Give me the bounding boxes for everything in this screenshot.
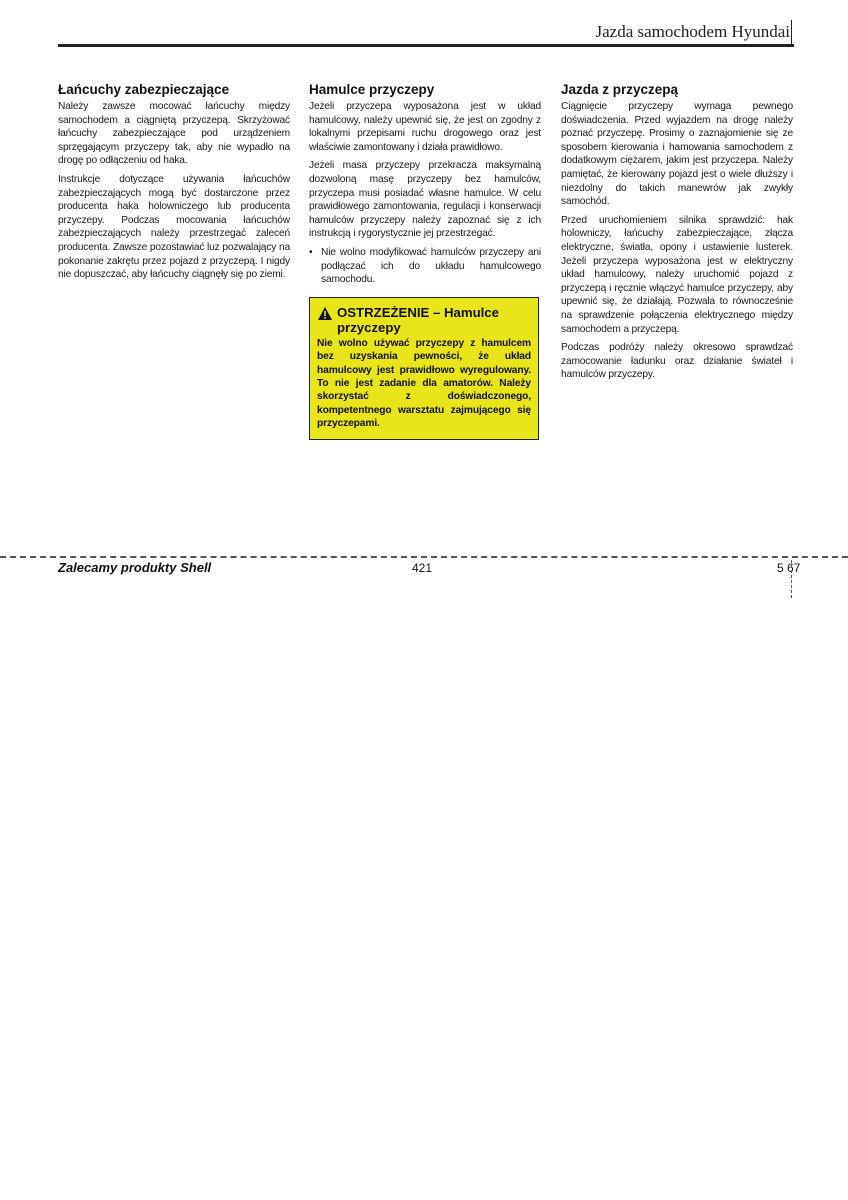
paragraph: Jeżeli masa przyczepy przekracza maksymalną dozwoloną masę przyczepy bez hamulców, przyczepa musi posiadać własne hamulce. W celu prawidłowego zamontowania, regulacji i konserwacji hamulców przyczepy należy zapoznać się z ich instrukcją i rygorystycznie jej przestrzegać. [309, 160, 541, 240]
paragraph: Ciągnięcie przyczepy wymaga pewnego doświadczenia. Przed wyjazdem na drogę należy poznać przyczepę. Prosimy o zaznajomienie się ze sposobem kierowania i hamowania samochodem z dodatkowym ciężarem, jakim jest przyczepa. Należy pamiętać, że kierowany pojazd jest o wiele dłuższy i niezdolny do takich manewrów jak zwykły samochód. [561, 101, 793, 208]
paragraph: Instrukcje dotyczące używania łańcuchów zabezpieczających mogą być dostarczone przez producenta haka holowniczego lub producenta przyczepy. Podczas mocowania łańcuchów zabezpieczających należy przestrzegać zaleceń producenta. Zawsze pozostawiać luz pozwalający na pokonanie zakrętu przez pojazd z przyczepą. I nigdy nie dopuszczać, aby łańcuchy ciągnęły się po ziemi. [58, 173, 290, 281]
paragraph: Przed uruchomieniem silnika sprawdzić: hak holowniczy, łańcuchy zabezpieczające, złącza elektryczne, światła, opony i ustawienie lusterek. Jeżeli przyczepa wyposażona jest w elektryczny układ hamulcowy, należy uruchomić pojazd z przyczepą i ręcznie włączyć hamulce przyczepy, aby upewnić się, że działają. Pozwala to równocześnie na sprawdzenie połączenia elektrycznego między samochodem a przyczepą. [561, 214, 793, 335]
paragraph: Podczas podróży należy okresowo sprawdzać zamocowanie ładunku oraz działanie świateł i hamulców przyczepy. [561, 342, 793, 381]
page-number: 421 [412, 561, 433, 575]
warning-triangle-icon [317, 306, 337, 322]
header-rule [58, 44, 794, 47]
section-heading: Łańcuchy zabezpieczające [58, 82, 230, 97]
header-divider [791, 20, 792, 46]
warning-title: OSTRZEŻENIE – Hamulce przyczepy [337, 304, 499, 335]
paragraph: Należy zawsze mocować łańcuchy między samochodem a ciągniętą przyczepą. Skrzyżować łańcuchy zabezpieczające pod urządzeniem sprzęgającym przyczepy tak, aby nie wypadło na drogę po odłączeniu od haka. [58, 101, 290, 167]
paragraph: Jeżeli przyczepa wyposażona jest w układ hamulcowy, należy upewnić się, że jest on zgodny z lokalnymi przepisami ruchu drogowego oraz jest właściwie zamontowany i działa prawidłowo. [309, 101, 541, 153]
footer-divider [791, 560, 792, 598]
bullet-item [309, 246, 541, 287]
section-page-number: 5 67 [777, 561, 801, 575]
page-header-title: Jazda samochodem Hyundai [595, 22, 790, 41]
section-heading: Hamulce przyczepy [309, 82, 435, 97]
footer-advert: Zalecamy produkty Shell [58, 560, 212, 575]
bullet-dot: • [309, 246, 313, 258]
warning-box [309, 297, 539, 440]
warning-body: Nie wolno używać przyczepy z hamulcem bez uzyskania pewności, że układ hamulcowy jest prawidłowo wyregulowany. To nie jest zadanie dla amatorów. Należy skorzystać z doświadczonego, kompetentnego warsztatu zajmującego się przyczepami. [317, 337, 531, 430]
column-trailer-brakes [309, 82, 541, 440]
column-safety-chains [58, 82, 290, 287]
section-heading: Jazda z przyczepą [561, 82, 679, 97]
bullet-text: Nie wolno modyfikować hamulców przyczepy ani podłączać ich do układu hamulcowego samochodu. [321, 246, 541, 286]
warning-header [317, 305, 531, 335]
column-driving-with-trailer [561, 82, 793, 387]
footer-rule [0, 556, 848, 558]
